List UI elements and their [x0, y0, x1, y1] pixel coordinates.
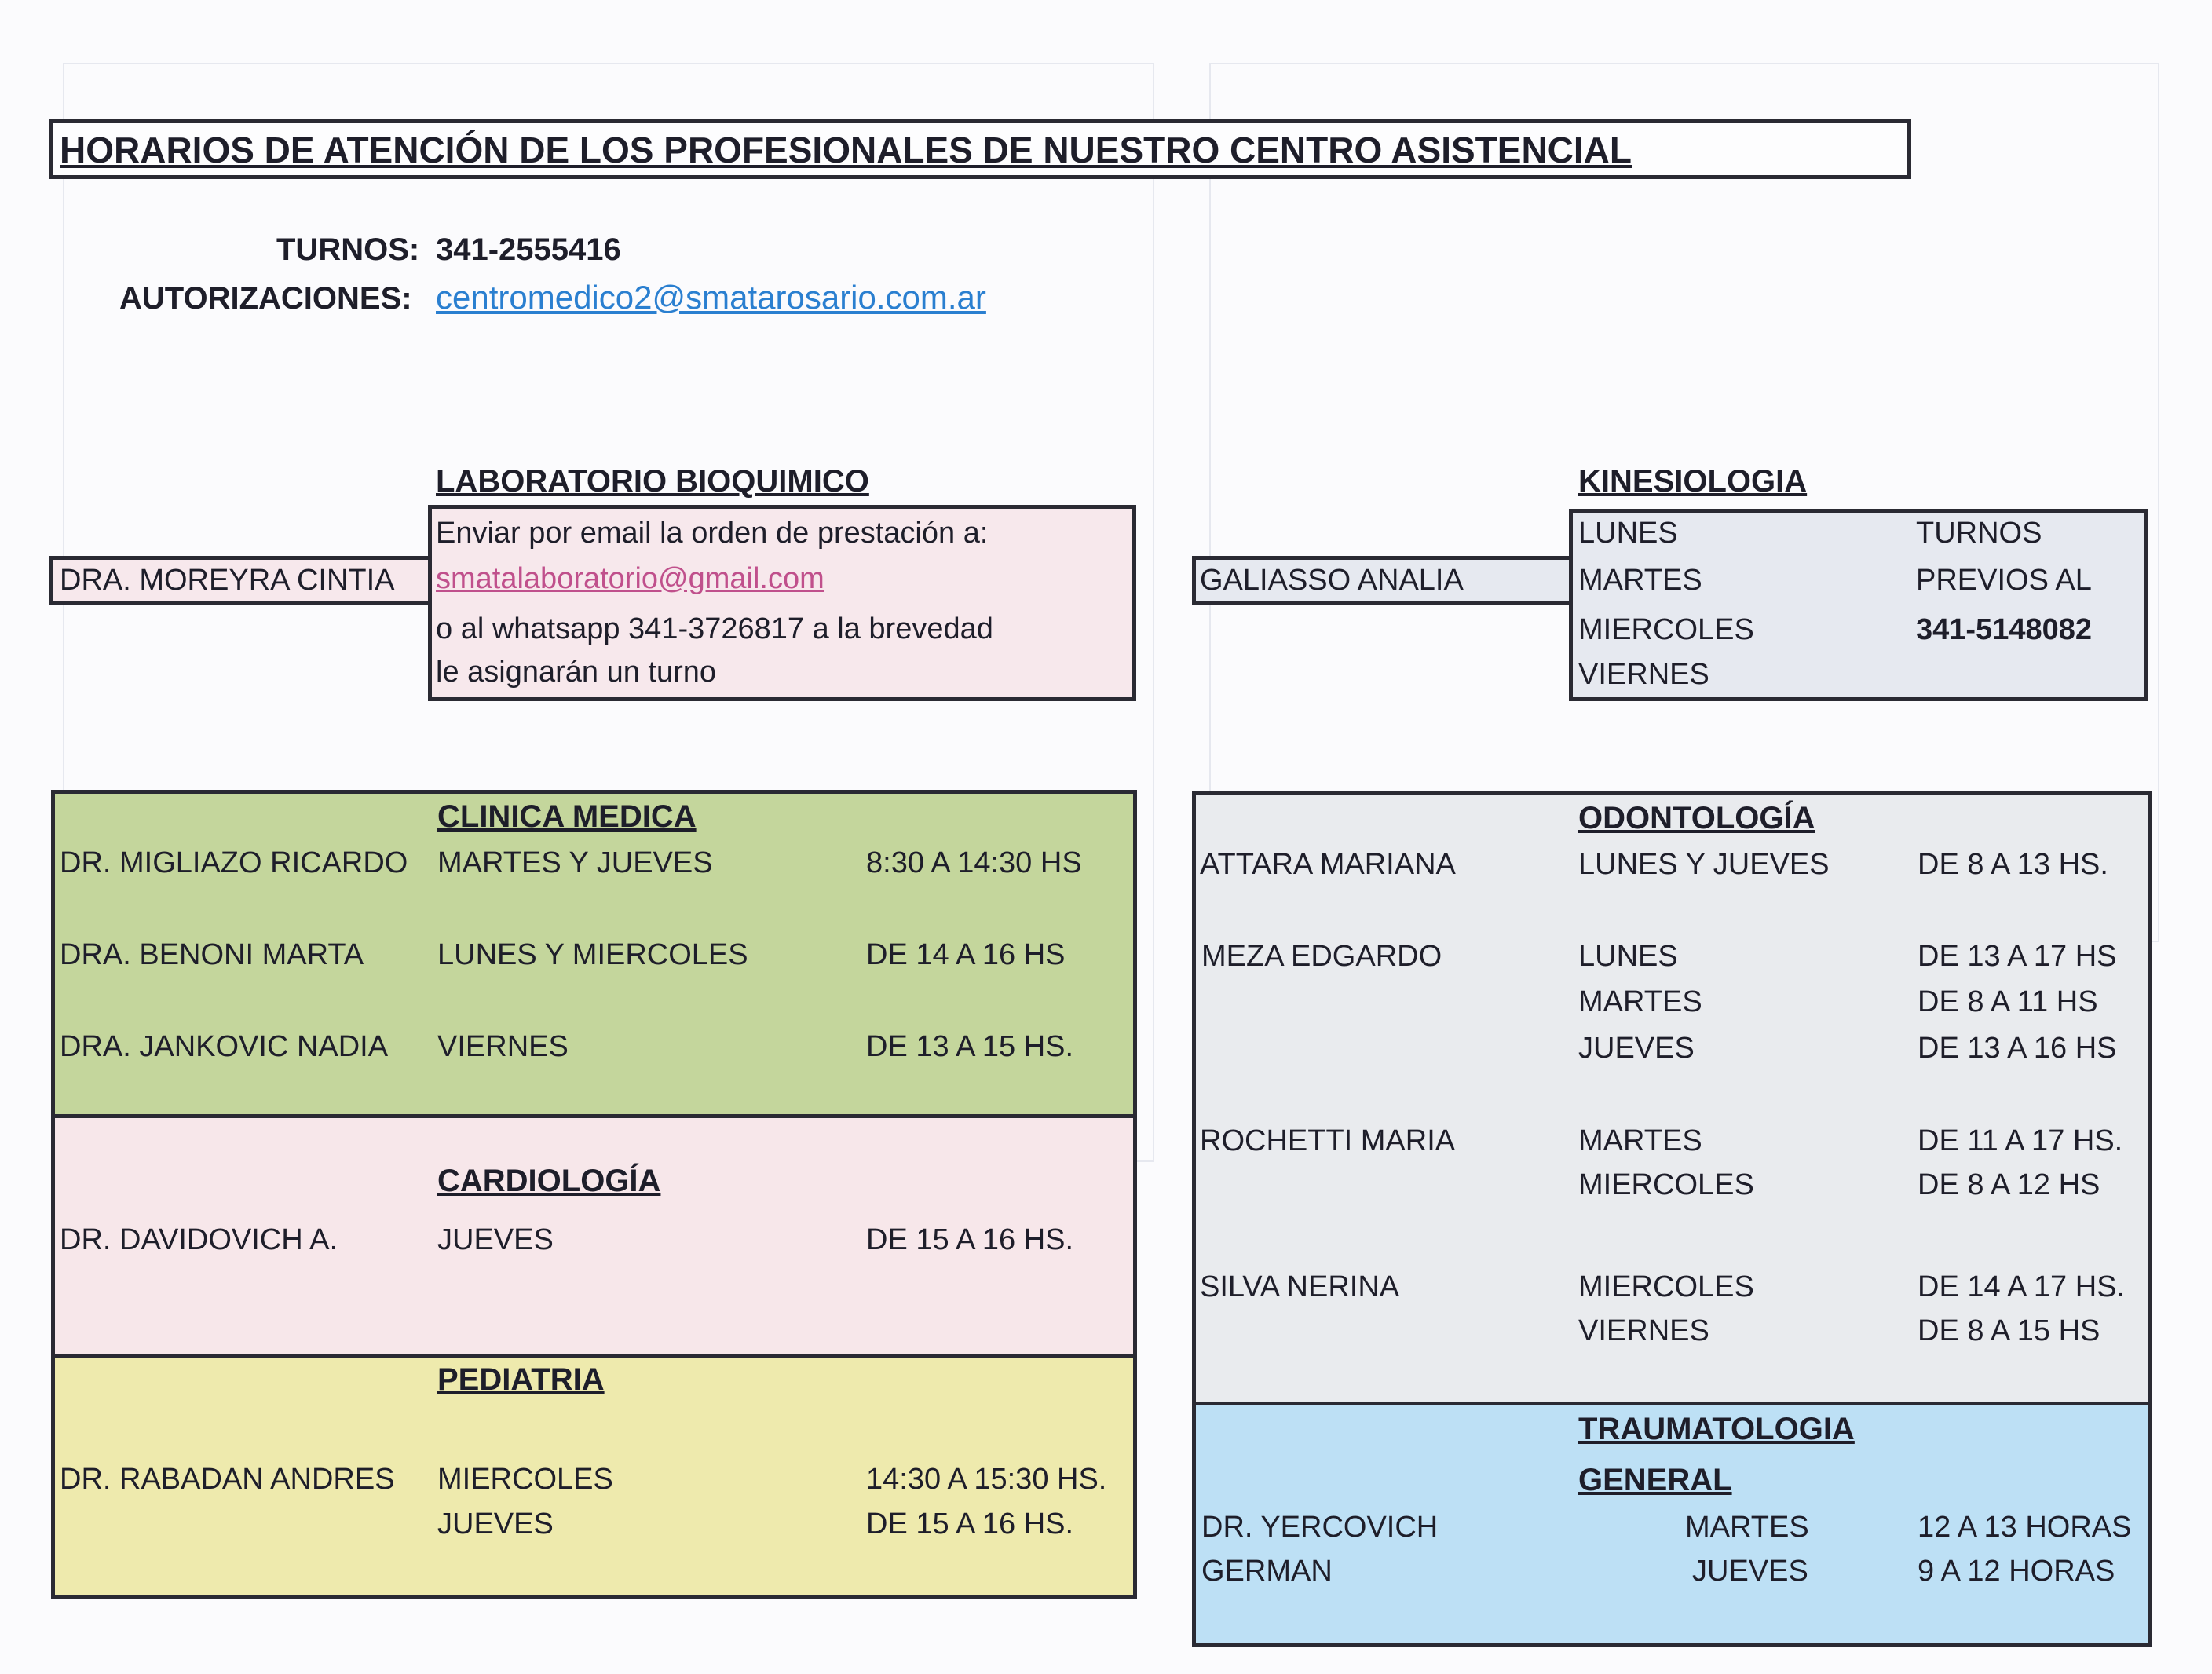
traumatologia-doctor-1: DR. YERCOVICH: [1201, 1511, 1439, 1544]
odonto-hours-2c: DE 13 A 16 HS: [1918, 1032, 2117, 1065]
odonto-doctor-3: ROCHETTI MARIA: [1200, 1124, 1456, 1157]
laboratorio-email-link[interactable]: smatalaboratorio@gmail.com: [436, 562, 824, 595]
pediatria-doctor: DR. RABADAN ANDRES: [60, 1463, 395, 1496]
kinesiologia-day-3: MIERCOLES: [1578, 613, 1754, 646]
clinica-doctor-1: DR. MIGLIAZO RICARDO: [60, 846, 408, 879]
odontologia-title: ODONTOLOGÍA: [1578, 801, 1815, 835]
odonto-days-2c: JUEVES: [1578, 1032, 1695, 1065]
odonto-hours-2b: DE 8 A 11 HS: [1918, 985, 2098, 1018]
odonto-doctor-2: MEZA EDGARDO: [1201, 940, 1442, 973]
laboratorio-line-4: le asignarán un turno: [436, 656, 717, 689]
kinesiologia-note-2: PREVIOS AL: [1916, 564, 2092, 597]
cardiologia-hours: DE 15 A 16 HS.: [866, 1223, 1074, 1256]
clinica-hours-1: 8:30 A 14:30 HS: [866, 846, 1082, 879]
odonto-hours-3a: DE 11 A 17 HS.: [1918, 1124, 2123, 1157]
pediatria-title: PEDIATRIA: [437, 1362, 605, 1397]
cardiologia-title: CARDIOLOGÍA: [437, 1164, 661, 1198]
kinesiologia-day-4: VIERNES: [1578, 658, 1709, 691]
kinesiologia-title: KINESIOLOGIA: [1578, 464, 1808, 499]
odonto-hours-2a: DE 13 A 17 HS: [1918, 940, 2117, 973]
kinesiologia-note-1: TURNOS: [1916, 517, 2042, 550]
odonto-days-4a: MIERCOLES: [1578, 1270, 1754, 1303]
divider: [55, 1114, 1133, 1118]
clinica-doctor-2: DRA. BENONI MARTA: [60, 938, 364, 971]
traumatologia-hours-2: 9 A 12 HORAS: [1918, 1555, 2115, 1588]
pediatria-hours-2: DE 15 A 16 HS.: [866, 1508, 1074, 1541]
odonto-days-3a: MARTES: [1578, 1124, 1702, 1157]
laboratorio-title: LABORATORIO BIOQUIMICO: [436, 464, 869, 499]
traumatologia-title-1: TRAUMATOLOGIA: [1578, 1412, 1855, 1446]
clinica-days-1: MARTES Y JUEVES: [437, 846, 713, 879]
odonto-days-1: LUNES Y JUEVES: [1578, 848, 1830, 881]
kinesiologia-day-2: MARTES: [1578, 564, 1702, 597]
pediatria-day-1: MIERCOLES: [437, 1463, 613, 1496]
kinesiologia-doctor: GALIASSO ANALIA: [1200, 564, 1464, 597]
clinica-doctor-3: DRA. JANKOVIC NADIA: [60, 1030, 389, 1063]
traumatologia-day-2: JUEVES: [1692, 1555, 1808, 1588]
traumatologia-title-2: GENERAL: [1578, 1463, 1732, 1497]
odonto-hours-4b: DE 8 A 15 HS: [1918, 1314, 2100, 1347]
cardiologia-doctor: DR. DAVIDOVICH A.: [60, 1223, 338, 1256]
odonto-hours-1: DE 8 A 13 HS.: [1918, 848, 2108, 881]
odonto-days-2b: MARTES: [1578, 985, 1702, 1018]
clinica-days-2: LUNES Y MIERCOLES: [437, 938, 748, 971]
traumatologia-hours-1: 12 A 13 HORAS: [1918, 1511, 2132, 1544]
clinica-days-3: VIERNES: [437, 1030, 569, 1063]
clinica-hours-3: DE 13 A 15 HS.: [866, 1030, 1074, 1063]
pediatria-hours-1: 14:30 A 15:30 HS.: [866, 1463, 1107, 1496]
traumatologia-day-1: MARTES: [1685, 1511, 1809, 1544]
odonto-days-3b: MIERCOLES: [1578, 1168, 1754, 1201]
pediatria-day-2: JUEVES: [437, 1508, 554, 1541]
traumatologia-doctor-2: GERMAN: [1201, 1555, 1333, 1588]
clinica-medica-title: CLINICA MEDICA: [437, 799, 697, 834]
laboratorio-line-3: o al whatsapp 341-3726817 a la brevedad: [436, 612, 993, 645]
odonto-hours-3b: DE 8 A 12 HS: [1918, 1168, 2100, 1201]
laboratorio-line-1: Enviar por email la orden de prestación a:: [436, 517, 989, 550]
kinesiologia-day-1: LUNES: [1578, 517, 1678, 550]
page-title: HORARIOS DE ATENCIÓN DE LOS PROFESIONALES DE NUESTRO CENTRO ASISTENCIAL: [60, 130, 1632, 170]
odonto-days-4b: VIERNES: [1578, 1314, 1709, 1347]
kinesiologia-phone: 341-5148082: [1916, 613, 2092, 646]
odonto-doctor-4: SILVA NERINA: [1200, 1270, 1400, 1303]
turnos-label: TURNOS:: [276, 232, 420, 267]
autorizaciones-label: AUTORIZACIONES:: [119, 281, 412, 316]
laboratorio-doctor: DRA. MOREYRA CINTIA: [60, 564, 395, 597]
turnos-phone: 341-2555416: [436, 232, 621, 267]
cardiologia-days: JUEVES: [437, 1223, 554, 1256]
odonto-hours-4a: DE 14 A 17 HS.: [1918, 1270, 2126, 1303]
clinica-hours-2: DE 14 A 16 HS: [866, 938, 1066, 971]
odonto-days-2a: LUNES: [1578, 940, 1678, 973]
autorizaciones-email-link[interactable]: centromedico2@smatarosario.com.ar: [436, 279, 986, 316]
odonto-doctor-1: ATTARA MARIANA: [1200, 848, 1456, 881]
